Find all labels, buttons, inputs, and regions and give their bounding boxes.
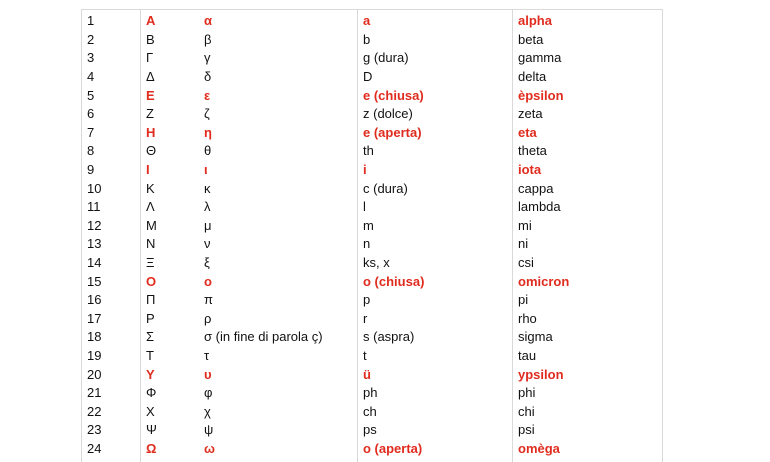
pronunciation: ü [363, 366, 371, 382]
row-number: 7 [87, 124, 95, 140]
pronunciation: a [363, 13, 371, 29]
row-number: 16 [87, 292, 102, 308]
uppercase-letter: Ο [146, 273, 157, 289]
uppercase-letter: Η [146, 124, 156, 140]
letter-name: omicron [518, 273, 570, 289]
uppercase-letter: Ι [146, 162, 150, 178]
letter-name: tau [518, 347, 537, 363]
letter-name: omèga [518, 440, 560, 456]
pronunciation: ch [363, 403, 377, 419]
pronunciation: o (aperta) [363, 440, 423, 456]
table-row [81, 179, 663, 198]
lowercase-letter: α [204, 13, 212, 29]
pronunciation: ps [363, 422, 377, 438]
letter-name: psi [518, 422, 535, 438]
uppercase-letter: Ψ [146, 422, 157, 438]
letter-name: theta [518, 143, 547, 159]
uppercase-letter: Σ [146, 329, 155, 345]
letter-name: beta [518, 31, 544, 47]
table-row [81, 365, 663, 384]
letter-name: rho [518, 310, 537, 326]
uppercase-letter: Α [146, 13, 156, 29]
table-row [81, 161, 663, 180]
lowercase-letter: ρ [204, 310, 212, 326]
lowercase-letter: ζ [204, 106, 210, 122]
lowercase-letter: θ [204, 143, 212, 159]
table-row [81, 272, 663, 291]
pronunciation: ks, x [363, 255, 390, 271]
pronunciation: z (dolce) [363, 106, 413, 122]
table-row [81, 328, 663, 347]
table-row [81, 198, 663, 217]
table-row [81, 421, 663, 440]
uppercase-letter: Ε [146, 87, 155, 103]
uppercase-letter: Ξ [146, 255, 155, 271]
row-number: 18 [87, 329, 102, 345]
table-row [81, 440, 663, 459]
letter-name: ni [518, 236, 529, 252]
table-row [81, 86, 663, 105]
letter-name: chi [518, 403, 535, 419]
lowercase-letter: μ [204, 217, 212, 233]
table-row [81, 124, 663, 143]
lowercase-letter: φ [204, 385, 213, 401]
uppercase-letter: Χ [146, 403, 155, 419]
uppercase-letter: Φ [146, 385, 157, 401]
pronunciation: e (aperta) [363, 124, 422, 140]
letter-name: mi [518, 217, 532, 233]
greek-alphabet-table [81, 12, 663, 458]
uppercase-letter: Δ [146, 69, 155, 85]
uppercase-letter: Β [146, 31, 155, 47]
letter-name: sigma [518, 329, 553, 345]
row-number: 5 [87, 87, 95, 103]
row-number: 12 [87, 217, 102, 233]
lowercase-letter: δ [204, 69, 212, 85]
pronunciation: ph [363, 385, 378, 401]
pronunciation: s (aspra) [363, 329, 415, 345]
row-number: 10 [87, 180, 102, 196]
row-number: 13 [87, 236, 102, 252]
pronunciation: r [363, 310, 368, 326]
lowercase-letter: σ (in fine di parola ç) [204, 329, 323, 345]
table-row [81, 402, 663, 421]
row-number: 4 [87, 69, 95, 85]
lowercase-letter: χ [204, 403, 211, 419]
uppercase-letter: Ω [146, 440, 157, 456]
uppercase-letter: Γ [146, 50, 154, 66]
row-number: 6 [87, 106, 95, 122]
letter-name: iota [518, 162, 542, 178]
row-number: 8 [87, 143, 95, 159]
letter-name: cappa [518, 180, 554, 196]
table-row [81, 142, 663, 161]
uppercase-letter: Υ [146, 366, 155, 382]
table-row [81, 49, 663, 68]
lowercase-letter: β [204, 31, 212, 47]
letter-name: phi [518, 385, 536, 401]
lowercase-letter: τ [204, 347, 210, 363]
pronunciation: o (chiusa) [363, 273, 425, 289]
letter-name: delta [518, 69, 547, 85]
pronunciation: c (dura) [363, 180, 408, 196]
lowercase-letter: γ [204, 50, 211, 66]
uppercase-letter: Θ [146, 143, 157, 159]
pronunciation: e (chiusa) [363, 87, 424, 103]
lowercase-letter: ψ [204, 422, 214, 438]
table-row [81, 310, 663, 329]
row-number: 1 [87, 13, 95, 29]
letter-name: gamma [518, 50, 562, 66]
row-number: 21 [87, 385, 102, 401]
row-number: 14 [87, 255, 102, 271]
table-row [81, 12, 663, 31]
row-number: 15 [87, 273, 102, 289]
letter-name: csi [518, 255, 534, 271]
uppercase-letter: Λ [146, 199, 155, 215]
lowercase-letter: η [204, 124, 212, 140]
uppercase-letter: Μ [146, 217, 157, 233]
letter-name: alpha [518, 13, 552, 29]
uppercase-letter: Π [146, 292, 156, 308]
row-number: 23 [87, 422, 102, 438]
table-row [81, 105, 663, 124]
table-body [81, 12, 663, 458]
lowercase-letter: ξ [204, 255, 210, 271]
lowercase-letter: υ [204, 366, 212, 382]
uppercase-letter: Ρ [146, 310, 155, 326]
letter-name: pi [518, 292, 529, 308]
uppercase-letter: Τ [146, 347, 154, 363]
row-number: 2 [87, 31, 95, 47]
row-number: 24 [87, 440, 102, 456]
table-row [81, 384, 663, 403]
row-number: 22 [87, 403, 102, 419]
lowercase-letter: ο [204, 273, 212, 289]
pronunciation: p [363, 292, 371, 308]
lowercase-letter: ω [204, 440, 215, 456]
table-row [81, 217, 663, 236]
pronunciation: t [363, 347, 367, 363]
uppercase-letter: Ν [146, 236, 156, 252]
pronunciation: n [363, 236, 371, 252]
pronunciation: b [363, 31, 371, 47]
pronunciation: i [363, 162, 367, 178]
pronunciation: m [363, 217, 374, 233]
letter-name: ypsilon [518, 366, 564, 382]
table-row [81, 235, 663, 254]
letter-name: zeta [518, 106, 543, 122]
uppercase-letter: Κ [146, 180, 155, 196]
lowercase-letter: κ [204, 180, 211, 196]
lowercase-letter: ε [204, 87, 211, 103]
row-number: 3 [87, 50, 95, 66]
uppercase-letter: Ζ [146, 106, 154, 122]
row-number: 19 [87, 347, 102, 363]
lowercase-letter: ι [204, 162, 208, 178]
table-row [81, 347, 663, 366]
table-row [81, 291, 663, 310]
pronunciation: g (dura) [363, 50, 409, 66]
pronunciation: th [363, 143, 374, 159]
letter-name: èpsilon [518, 87, 564, 103]
table-row [81, 68, 663, 87]
lowercase-letter: ν [204, 236, 211, 252]
lowercase-letter: π [204, 292, 213, 308]
table-row [81, 254, 663, 273]
pronunciation: l [363, 199, 366, 215]
lowercase-letter: λ [204, 199, 211, 215]
row-number: 9 [87, 162, 95, 178]
letter-name: eta [518, 124, 537, 140]
pronunciation: D [363, 69, 373, 85]
letter-name: lambda [518, 199, 561, 215]
table-row [81, 31, 663, 50]
row-number: 17 [87, 310, 102, 326]
row-number: 20 [87, 366, 102, 382]
row-number: 11 [87, 199, 101, 215]
